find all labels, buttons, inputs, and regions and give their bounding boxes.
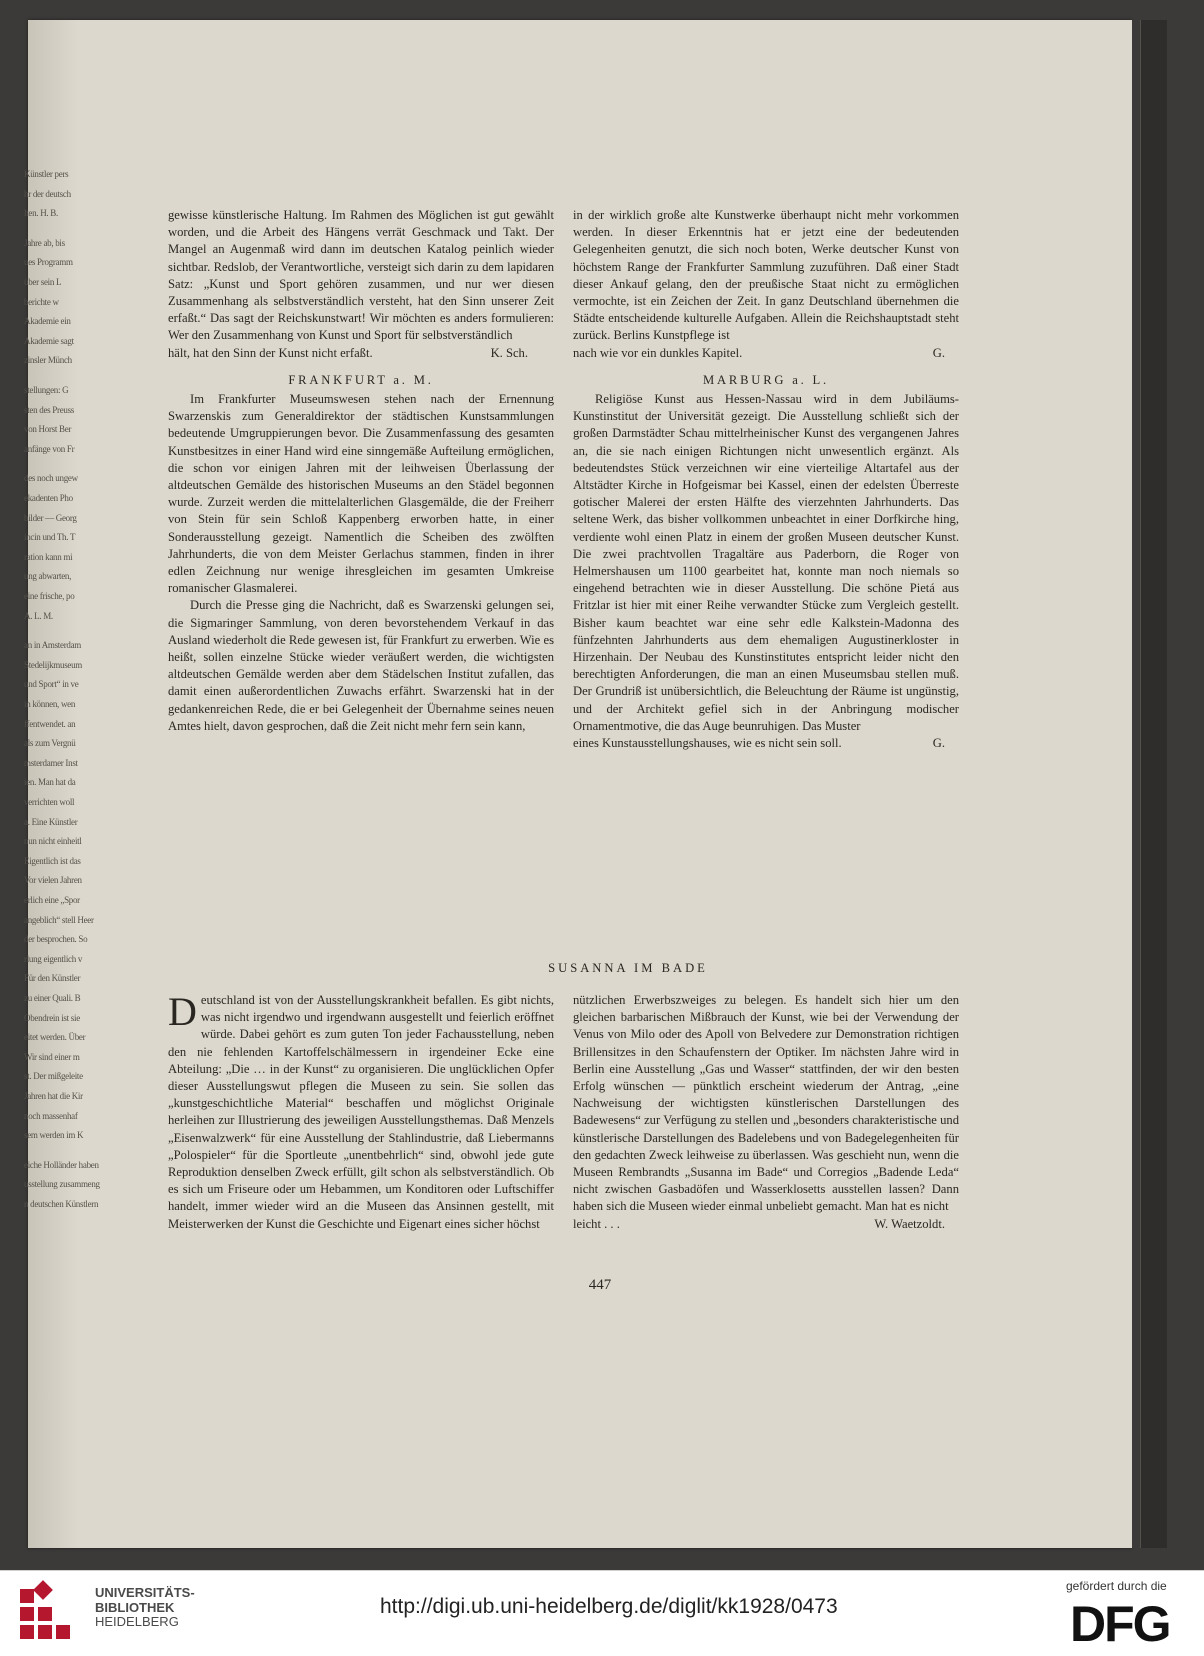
gutter-text-line: ekadenten Pho	[24, 493, 73, 503]
gutter-text-line	[24, 1151, 78, 1160]
column-right-top	[573, 207, 959, 752]
signature: W. Waetzoldt.	[874, 1216, 945, 1231]
gutter-text-line: noch massenhaf	[24, 1110, 78, 1121]
library-logo-icon[interactable]	[16, 1581, 86, 1646]
gutter-text-line: st. Der mißgeleite	[24, 1071, 83, 1082]
gutter-text-line: von Horst Ber	[24, 424, 72, 435]
gutter-text-line: eitet werden. Über	[24, 1032, 86, 1043]
gutter-text-line: erlich eine „Spor	[24, 895, 80, 905]
gutter-text-line: A. L. M.	[24, 610, 53, 621]
column-right-bottom	[573, 992, 959, 1233]
gutter-text-line: berichte w	[24, 296, 59, 307]
article-title: SUSANNA IM BADE	[548, 961, 708, 975]
gutter-text-line: Obendrein ist sie	[24, 1012, 80, 1023]
page-number: 447	[588, 1277, 612, 1293]
gutter-text-line: Vor vielen Jahren	[24, 875, 82, 886]
gutter-text-line	[24, 376, 78, 385]
gutter-text-line	[24, 631, 78, 640]
section-heading-marburg: MARBURG a. L.	[703, 372, 829, 387]
library-name-line: BIBLIOTHEK	[95, 1599, 175, 1615]
gutter-text-line: ffentwendet. an	[24, 718, 76, 729]
gutter-text-line: Eigentlich ist das	[24, 855, 81, 866]
gutter-text-line: ues Programm	[24, 257, 73, 268]
section-heading-frankfurt: FRANKFURT a. M.	[288, 372, 434, 387]
last-line: nach wie vor ein dunkles Kapitel.	[573, 345, 743, 360]
gutter-text-line: sten des Preuss	[24, 404, 74, 415]
gutter-text-line: n deutschen Künstlern	[24, 1199, 99, 1209]
gutter-text-line: der besprochen. So	[24, 934, 88, 945]
paragraph: Im Frankfurter Museumswesen stehen nach der Ernennung Swarzenskis zum Generaldirektor der städtischen Kunstsammlungen bedeutende Umgruppierungen bevor. Die Zusammenfassung des gesamten Kunstbesitzes in einer Hand wird eine sinngemäße Aufteilung ermöglichen, die schon vor einigen Jahren mit der leihweisen Überlassung der altdeutschen Gemälde des historischen Museums an den Städel begonnen wurde. Zurzeit werden die mittelalterlichen Glasgemälde, die der Freiherr von Stein für sein Schloß Kappenberg erworben hatte, in einer Sonderausstellung gezeigt. Namentlich die Scheiben des zwölften Jahrhunderts, die von dem Meister Gerlachus stammen, finden in ihrer edlen Zeichnung nur wenige ihresgleichen im gesamten Umkreise romanischer Glasmalerei.	[168, 392, 554, 596]
gutter-text-line: eiche Holländer haben	[24, 1159, 99, 1170]
signature-line	[168, 345, 554, 362]
gutter-text-line: bilder — Georg	[24, 512, 77, 523]
gutter-text-line: hr der deutsch	[24, 188, 71, 199]
gutter-text-line: lten. H. B.	[24, 208, 58, 219]
paragraph: in der wirklich große alte Kunstwerke überhaupt nicht mehr vorkommen werden. In dieser Erkenntnis hat er jetzt eine der bedeutenden Gelegenheiten genutzt, die sich noch boten, Werke deutscher Kunst von höchstem Range der Frankfurter Sammlung zuzuführen. Daß einer Stadt dieser Ankauf gelang, den der preußische Staat nicht zu ermöglichen vermochte, ist ein Zeichen der Zeit. In ganz Deutschland übernehmen die Städte entscheidende kulturelle Aufgaben. Allein die Reichshauptstadt steht zurück. Berlins Kunstpflege ist	[573, 208, 959, 343]
permalink-url[interactable]: http://digi.ub.uni-heidelberg.de/diglit/kk1928/0473	[380, 1595, 838, 1618]
signature: G.	[932, 345, 945, 360]
gutter-text-line: ien. Man hat da	[24, 777, 76, 788]
gutter-text-line: des noch ungew	[24, 473, 78, 484]
gutter-text-line: Jahren hat die Kir	[24, 1091, 83, 1101]
gutter-text-line: angeblich“ stell Heer	[24, 914, 94, 925]
gutter-text-line	[24, 464, 78, 473]
gutter-text-line: Für den Künstler	[24, 973, 81, 984]
signature-line	[573, 345, 959, 362]
gutter-text-line: Akademie sagt	[24, 335, 74, 346]
gutter-text-line: über sein L	[24, 277, 62, 287]
gutter-text-line: und Sport“ in ve	[24, 679, 79, 690]
gutter-text-line	[24, 229, 78, 238]
gutter-text-line: usstellung zusammeng	[24, 1179, 100, 1190]
signature: G.	[932, 736, 945, 751]
paragraph: nützlichen Erwerbszweiges zu belegen. Es handelt sich hier um den gleichen barbarischen Mißbrauch der Kunst, wie bei der Verwendung der Venus von Milo oder des Apoll von Belvedere zur Demonstration richtigen Brillensitzes in den Schaufenstern der Optiker. Im nächsten Jahre wird in Berlin eine Ausstellung „Gas und Wasser“ stattfinden, der wir den besten Erfolg wünschen — pünktlich erscheint wiederum der Antrag, „eine Nachweisung der wichtigsten künstlerischen Darstellungen des Badewesens“ zur Verfügung zu stellen und „besonders charakteristische und künstlerische Darstellungen des Badelebens und von Badegelegenheiten für den gedachten Zweck leihweise zu überlassen. Was geschieht nun, wenn die Museen Rembrandts „Susanna im Bade“ und Corregios „Badende Leda“ nicht zwischen Gasbadöfen und Wasserklosetts ausstellen lassen? Dann haben sich die Museen wieder einmal unbeliebt gemacht. Man hat es nicht	[573, 993, 959, 1214]
dfg-logo[interactable]: DFG	[1070, 1596, 1170, 1652]
gutter-text-line: verrichten woll	[24, 797, 75, 807]
library-name-line: HEIDELBERG	[95, 1614, 179, 1629]
gutter-text-line: Stedelijkmuseum	[24, 659, 82, 670]
gutter-text-line: Akademie ein	[24, 316, 71, 327]
paragraph: Durch die Presse ging die Nachricht, daß es Swarzenski gelungen sei, die Sigmaringer Sammlung, von deren bevorstehendem Verkauf in das Ausland wiederholt die Rede gewesen ist, für Frankfurt zu erwerben. Wie es heißt, sollen einzelne Stücke wieder veräußert werden, die wichtigsten altdeutschen Gemälde werden aber dem Städelschen Institut zufallen, das damit einen außerordentlichen Zuwachs erfährt. Swarzenski hat in der gedankenreichen Rede, die er bei Gelegenheit der Übernahme seines neuen Amtes hielt, davon gesprochen, daß die Zeit nicht mehr fern sein kann,	[168, 598, 554, 733]
gutter-text-line: Wir sind einer m	[24, 1051, 80, 1062]
footer-bar	[0, 1570, 1204, 1656]
scanned-page	[24, 20, 1132, 1548]
previous-page-gutter	[24, 20, 100, 1548]
gutter-text-line: zinsler Münch	[24, 355, 72, 366]
gutter-text-line: als zum Vergnü	[24, 738, 76, 749]
gutter-text-line: stellungen: G	[24, 385, 69, 395]
gutter-text-line: in können, wen	[24, 699, 76, 709]
gutter-text-line: ration kann mi	[24, 551, 73, 562]
last-line: leicht . . .	[573, 1216, 620, 1231]
gutter-text-line: msterdamer Inst	[24, 757, 78, 768]
last-line: hält, hat den Sinn der Kunst nicht erfaßt.	[168, 345, 373, 360]
paragraph: Religiöse Kunst aus Hessen-Nassau wird in dem Jubiläums-Kunstinstitut der Universität gezeigt. Die Ausstellung schließt sich der großen Darmstädter Schau mittelrheinischer Kunst des vergangenen Jahres an, die sie nach einigen Richtungen nicht unwesentlich ergänzt. Als bedeutendstes Stück verzeichnen wir eine vierteilige Altartafel aus der Altstädter Kirche in Hofgeismar bei Kassel, einen der edelsten Überreste gotischer Malerei der ersten Hälfte des vierzehnten Jahrhunderts. Das seltene Werk, das bisher vollkommen unbeachtet in einer Dorfkirche hing, verdiente wohl einen Platz in einem der großen Museen deutscher Kunst. Die zwei prachtvollen Tragaltäre aus Paderborn, die Roger von Helmershausen um 1100 gearbeitet hat, konnte man noch niemals so eingehend betrachten wie in dieser Ausstellung. Die schöne Pietá aus Fritzlar ist hier mit einer Reihe verwandter Stücke zum Vergleich gestellt. Bisher kaum beachtet war eine sehr edle Kalkstein-Madonna des fünfzehnten Jahrhunderts aus dem ehemaligen Augustinerkloster in Hirzenhain. Der Neubau des Kunstinstitutes entspricht leider nicht den berechtigten Anforderungen, die man an einen Museumsbau stellen muß. Der Grundriß ist unübersichtlich, die Beleuchtung der Räume ist ungünstig, und der Architekt gefiel sich in der Anbringung modischer Ornamentmotive, die das Auge beunruhigen. Das Muster	[573, 392, 959, 733]
gutter-text-line: Jahre ab, bis	[24, 237, 65, 248]
column-left-bottom	[168, 989, 554, 1233]
library-name[interactable]	[95, 1586, 195, 1630]
paragraph: gewisse künstlerische Haltung. Im Rahmen des Möglichen ist gut gewählt worden, und die Arbeit des Hängens verrät Geschmack und Takt. Der Mangel an Augenmaß wird dann im deutschen Katalog peinlich wieder sichtbar. Redslob, der Verantwortliche, versteigt sich darin zu dem lapidaren Satz: „Kunst und Sport gehören zusammen, und nur wer diesen Zusammenhang als selbstverständlich versteht, hat den Sinn unserer Zeit erfaßt.“ Das sagt der Reichskunstwart! Wir möchten es anders formulieren: Wer den Zusammenhang von Kunst und Sport für selbstverständlich	[168, 208, 554, 343]
gutter-text-line: an in Amsterdam	[24, 640, 81, 651]
gutter-text-line: ung abwarten,	[24, 571, 72, 582]
gutter-text-line: anfänge von Fr	[24, 443, 75, 454]
gutter-text-line: incin und Th. T	[24, 532, 76, 543]
drop-cap: D	[168, 989, 197, 1034]
signature-line	[573, 1216, 959, 1233]
signature-line	[573, 735, 959, 752]
gutter-text-line: zu einer Quali. B	[24, 993, 81, 1003]
gutter-text-line: rlung eigentlich v	[24, 953, 83, 964]
paragraph: eutschland ist von der Ausstellungskrankheit befallen. Es gibt nichts, was nicht irgendwo und irgendwann ausgestellt und feierlich eröffnet würde. Dabei gehört es zum guten Ton jeder Fachausstellung, neben den nie fehlenden Kartoffelschälmessern in irgendeiner Ecke eine Abteilung: „Die … in der Kunst“ zu organisieren. Die unglücklichen Opfer dieser Ausstellungswut pflegen die Museen zu sein. Sie sollen das „kunstgeschichtliche Material“ beschaffen und möglichst Originale herleihen zur Illustrierung des jeweiligen Ausstellungsthemas. Daß Menzels „Eisenwalzwerk“ für eine Ausstellung der Stahlindustrie, daß Liebermanns „Polospieler“ für die Sportleute „unentbehrlich“ sind, obwohl jede gute Reproduktion denselben Zweck erfüllt, gilt schon als selbstverständlich. Ob es sich um Friseure oder um Hebammen, um Konditoren oder Luftschiffer handelt, immer wieder wird an die Museen das Ansinnen gestellt, mit Meisterwerken der Kunst die Geschichte und Eigenart eines sicher höchst	[168, 993, 554, 1231]
funding-note: gefördert durch die	[1066, 1579, 1167, 1593]
last-line: eines Kunstausstellungshauses, wie es nicht sein soll.	[573, 736, 842, 751]
gutter-text-line: nun nicht einheitl	[24, 836, 82, 847]
gutter-text-line: Künstler pers	[24, 169, 69, 179]
page-edge-strip	[1132, 20, 1204, 1548]
signature: K. Sch.	[490, 345, 528, 360]
library-name-line: UNIVERSITÄTS-	[95, 1585, 195, 1600]
gutter-text-line: sem werden im K	[24, 1130, 84, 1141]
gutter-text-line: eine frische, po	[24, 591, 75, 601]
gutter-text-line: a. Eine Künstler	[24, 816, 78, 827]
column-left-top	[168, 207, 554, 735]
